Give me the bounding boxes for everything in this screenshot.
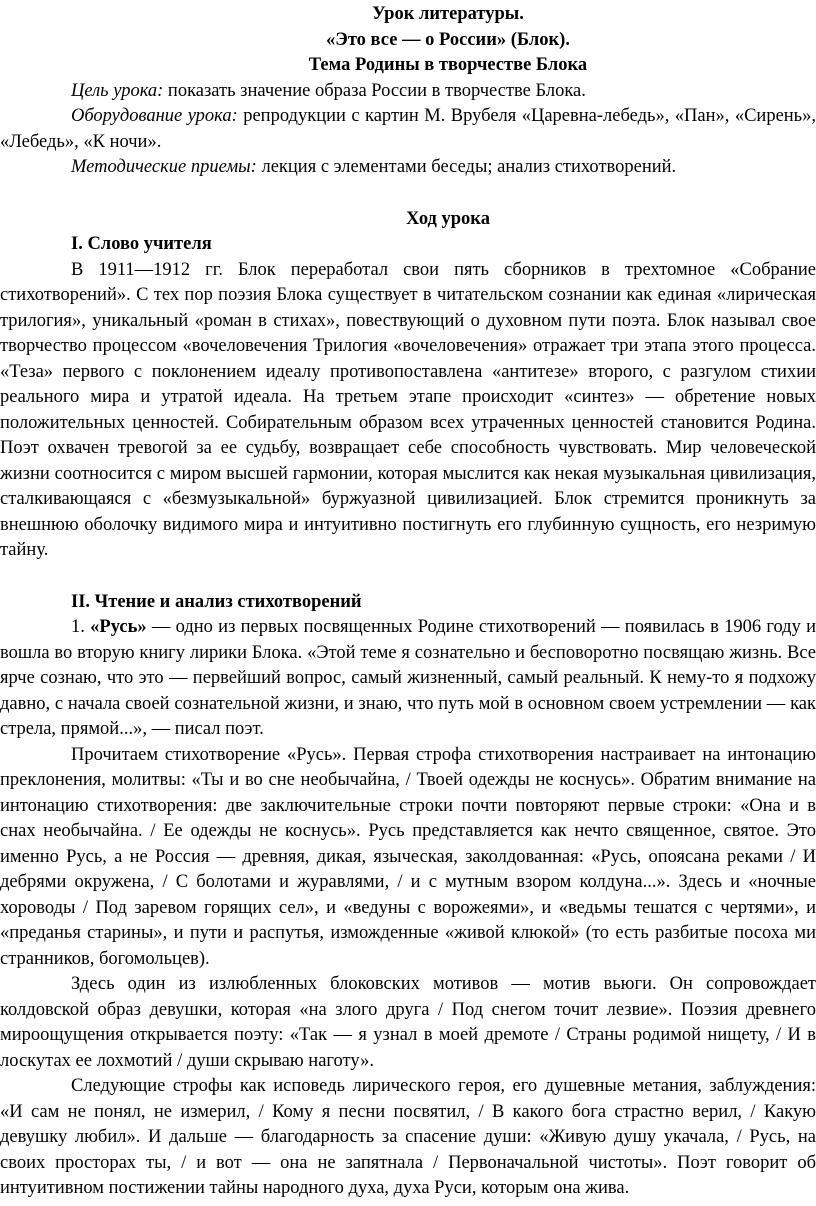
document-page — [0, 2, 816, 1202]
section-2-heading: II. Чтение и анализ стихотворений — [71, 591, 362, 612]
poem-title: «Русь» — [90, 617, 147, 637]
goal-text: показать значение образа России в творчестве Блока. — [163, 80, 586, 101]
paragraph-text: — одно из первых посвященных Родине стихотворений — появилась в 1906 году и вошла во вторую книгу лирики Блока. «Этой теме я сознательно и бесповоротно посвящаю жизнь. Все ярче сознаю, что это — первейший вопрос, самый жизненный, самый реальный. К нему-то я подхожу давно, с начала своей сознательной жизни, и знаю, что путь мой в основном своем устремлении — как стрела, прямой...», — писал поэт. — [0, 617, 816, 739]
methods-label: Методические приемы: — [71, 157, 257, 177]
section-2-paragraph-3: Здесь один из излюбленных блоковских мотивов — мотив вьюги. Он сопровождает колдовской образ девушки, которая «на злого друга / Под снегом точит лезвие». Поэзия древнего мироощущения открывается поэту: «Так — я узнал в моей дремоте / Страны родимой нищету, / И в лоскутах ее лохмотий / души скрываю наготу». — [0, 974, 816, 1071]
section-2-paragraph-1 — [0, 615, 816, 743]
lesson-meta — [0, 79, 816, 181]
equipment-text: репродукции с картин М. Врубеля «Царевна-лебедь», «Пан», «Сирень», «Лебедь», «К ночи». — [0, 106, 816, 152]
header-line-1: Урок литературы. — [372, 4, 524, 24]
methods-text: лекция с элементами беседы; анализ стихотворений. — [256, 157, 677, 177]
goal-line — [0, 79, 816, 105]
spacer — [0, 181, 816, 207]
item-number: 1. — [71, 617, 91, 637]
header-line-3: Тема Родины в творчестве Блока — [308, 55, 588, 75]
methods-line — [0, 155, 816, 181]
section-2-paragraph-4: Следующие строфы как исповедь лирического героя, его душевные метания, заблуждения: «И сам не понял, не измерил, / Кому я песни посвятил, / В какого бога страстно верил, / Какую девушку любил». И дальше — благодарность за спасение души: «Живую душу укачала, / Русь, на своих просторах ты, / и вот — она не запятнала / Первоначальной чистоты». Поэт говорит об интуитивном постижении тайны народного духа, духа Руси, которым она жива. — [0, 1076, 816, 1198]
section-1-paragraph: В 1911—1912 гг. Блок переработал свои пять сборников в трехтомное «Собрание стихотворений». С тех пор поэзия Блока существует в читательском сознании как единая «лирическая трилогия», уникальный «роман в стихах», повествующий о духовном пути поэта. Блок называл свое творчество процессом «вочеловечения Трилогия «вочеловечения» отражает три этапа этого процесса. «Теза» первого с поклонением идеалу противопоставлена «антитезе» второго, с разгулом стихии реального мира и утратой идеала. На третьем этапе происходит «синтез» — обретение новых положительных ценностей. Собирательным образом всех утраченных ценностей становится Родина. Поэт охвачен тревогой за ее судьбу, возвращает себе способность чувствовать. Мир человеческой жизни соотносится с миром высшей гармонии, которая мыслится как некая музыкальная цивилизация, сталкивающаяся с «безмузыкальной» буржуазной цивилизацией. Блок стремится проникнуть за внешнюю оболочку видимого мира и интуитивно постигнуть его глубинную сущность, его незримую тайну. — [0, 259, 816, 560]
equipment-line — [0, 104, 816, 155]
spacer — [0, 564, 816, 590]
section-1-heading: I. Слово учителя — [71, 234, 212, 254]
equipment-label: Оборудование урока: — [71, 106, 238, 126]
header-line-2: «Это все — о России» (Блок). — [326, 29, 570, 50]
course-title: Ход урока — [406, 208, 490, 229]
document-header — [0, 2, 816, 79]
section-2-paragraph-2: Прочитаем стихотворение «Русь». Первая строфа стихотворения настраивает на интонацию преклонения, молитвы: «Ты и во сне необычайна, / Твоей одежды не коснусь». Обратим внимание на интонацию стихотворения: две заключительные строки почти повторяют первые строки: «Она и в снах необычайна. / Ее одежды не коснусь». Русь представляется как нечто священное, святое. Это именно Русь, а не Россия — древняя, дикая, языческая, заколдованная: «Русь, опоясана реками / И дебрями окружена, / С болотами и журавлями, / и с мутным взором колдуна...». Здесь и «ночные хороводы / Под заревом горящих сел», и «ведуны с ворожеями», и «ведьмы тешатся с чертями», и «преданья старины», и пути и распутья, изможденные «живой клюкой» (то есть разбитые посоха ми странников, богомольцев). — [0, 744, 816, 969]
goal-label: Цель урока: — [71, 80, 164, 101]
